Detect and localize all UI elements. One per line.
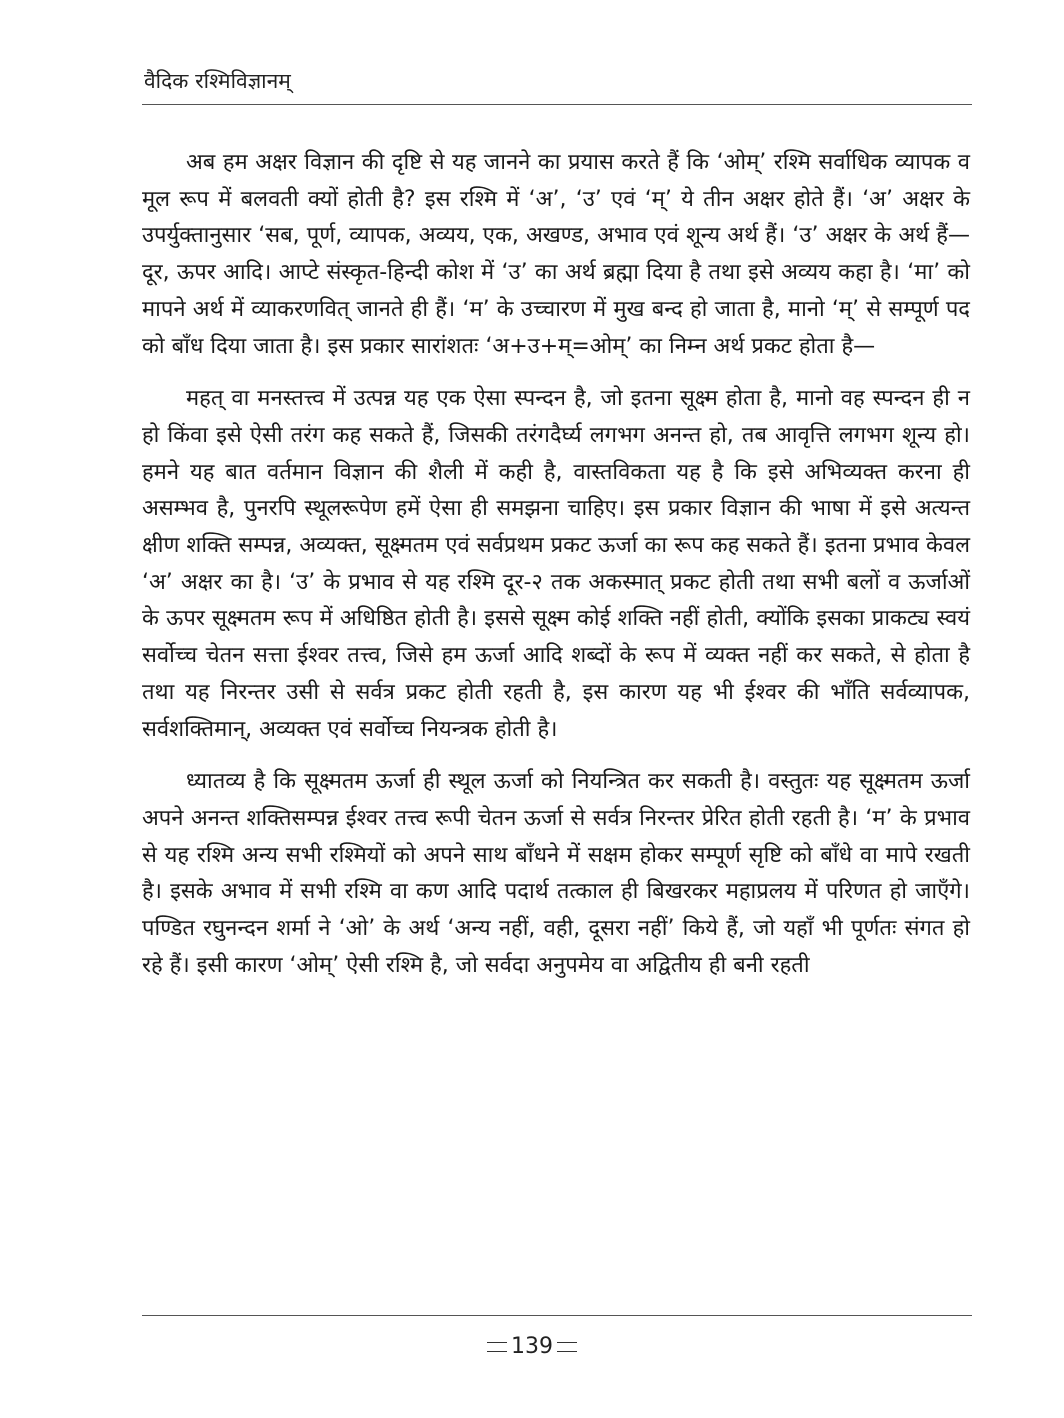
running-title: वैदिक रश्मिविज्ञानम्	[144, 69, 291, 93]
header-divider	[142, 104, 972, 105]
paragraph-2: महत् वा मनस्तत्त्व में उत्पन्न यह एक ऐसा स्पन्दन है, जो इतना सूक्ष्म होता है, मानो वह स्पन्दन ही न हो किंवा इसे ऐसी तरंग कह सकते हैं, जिसकी तरंगदैर्घ्य लगभग अनन्त हो, तब आवृत्ति लगभग शून्य हो। हमने यह बात वर्तमान विज्ञान की शैली में कही है, वास्तविकता यह है कि इसे अभिव्यक्त करना ही असम्भव है, पुनरपि स्थूलरूपेण हमें ऐसा ही समझना चाहिए। इस प्रकार विज्ञान की भाषा में इसे अत्यन्त क्षीण शक्ति सम्पन्न, अव्यक्त, सूक्ष्मतम एवं सर्वप्रथम प्रकट ऊर्जा का रूप कह सकते हैं। इतना प्रभाव केवल ‘अ’ अक्षर का है। ‘उ’ के प्रभाव से यह रश्मि दूर-२ तक अकस्मात् प्रकट होती तथा सभी बलों व ऊर्जाओं के ऊपर सूक्ष्मतम रूप में अधिष्ठित होती है। इससे सूक्ष्म कोई शक्ति नहीं होती, क्योंकि इसका प्राकट्य स्वयं सर्वोच्च चेतन सत्ता ईश्वर तत्त्व, जिसे हम ऊर्जा आदि शब्दों के रूप में व्यक्त नहीं कर सकते, से होता है तथा यह निरन्तर उसी से सर्वत्र प्रकट होती रहती है, इस कारण यह भी ईश्वर की भाँति सर्वव्यापक, सर्वशक्तिमान्, अव्यक्त एवं सर्वोच्च नियन्त्रक होती है।	[142, 386, 970, 742]
body-text	[142, 145, 970, 1000]
paragraph-3: ध्यातव्य है कि सूक्ष्मतम ऊर्जा ही स्थूल ऊर्जा को नियन्त्रित कर सकती है। वस्तुतः यह सूक्ष्मतम ऊर्जा अपने अनन्त शक्तिसम्पन्न ईश्वर तत्त्व रूपी चेतन ऊर्जा से सर्वत्र निरन्तर प्रेरित होती रहती है। ‘म’ के प्रभाव से यह रश्मि अन्य सभी रश्मियों को अपने साथ बाँधने में सक्षम होकर सम्पूर्ण सृष्टि को बाँधे वा मापे रखती है। इसके अभाव में सभी रश्मि वा कण आदि पदार्थ तत्काल ही बिखरकर महाप्रलय में परिणत हो जाएँगे। पण्डित रघुनन्दन शर्मा ने ‘ओ’ के अर्थ ‘अन्य नहीं, वही, दूसरा नहीं’ किये हैं, जो यहाँ भी पूर्णतः संगत हो रहे हैं। इसी कारण ‘ओम्’ ऐसी रश्मि है, जो सर्वदा अनुपमेय वा अद्वितीय ही बनी रहती	[142, 769, 970, 978]
page-number: 139	[511, 1334, 553, 1359]
folio-ornament-left	[487, 1342, 507, 1352]
page-folio	[0, 1332, 1064, 1362]
paragraph-1: अब हम अक्षर विज्ञान की दृष्टि से यह जानने का प्रयास करते हैं कि ‘ओम्’ रश्मि सर्वाधिक व्यापक व मूल रूप में बलवती क्यों होती है? इस रश्मि में ‘अ’, ‘उ’ एवं ‘म्’ ये तीन अक्षर होते हैं। ‘अ’ अक्षर के उपर्युक्तानुसार ‘सब, पूर्ण, व्यापक, अव्यय, एक, अखण्ड, अभाव एवं शून्य अर्थ हैं। ‘उ’ अक्षर के अर्थ हैं— दूर, ऊपर आदि। आप्टे संस्कृत-हिन्दी कोश में ‘उ’ का अर्थ ब्रह्मा दिया है तथा इसे अव्यय कहा है। ‘मा’ को मापने अर्थ में व्याकरणवित् जानते ही हैं। ‘म’ के उच्चारण में मुख बन्द हो जाता है, मानो ‘म्’ से सम्पूर्ण पद को बाँध दिया जाता है। इस प्रकार सारांशतः ‘अ+उ+म्=ओम्’ का निम्न अर्थ प्रकट होता है—	[142, 150, 970, 359]
footer-divider	[142, 1315, 972, 1316]
folio-ornament-right	[557, 1342, 577, 1352]
